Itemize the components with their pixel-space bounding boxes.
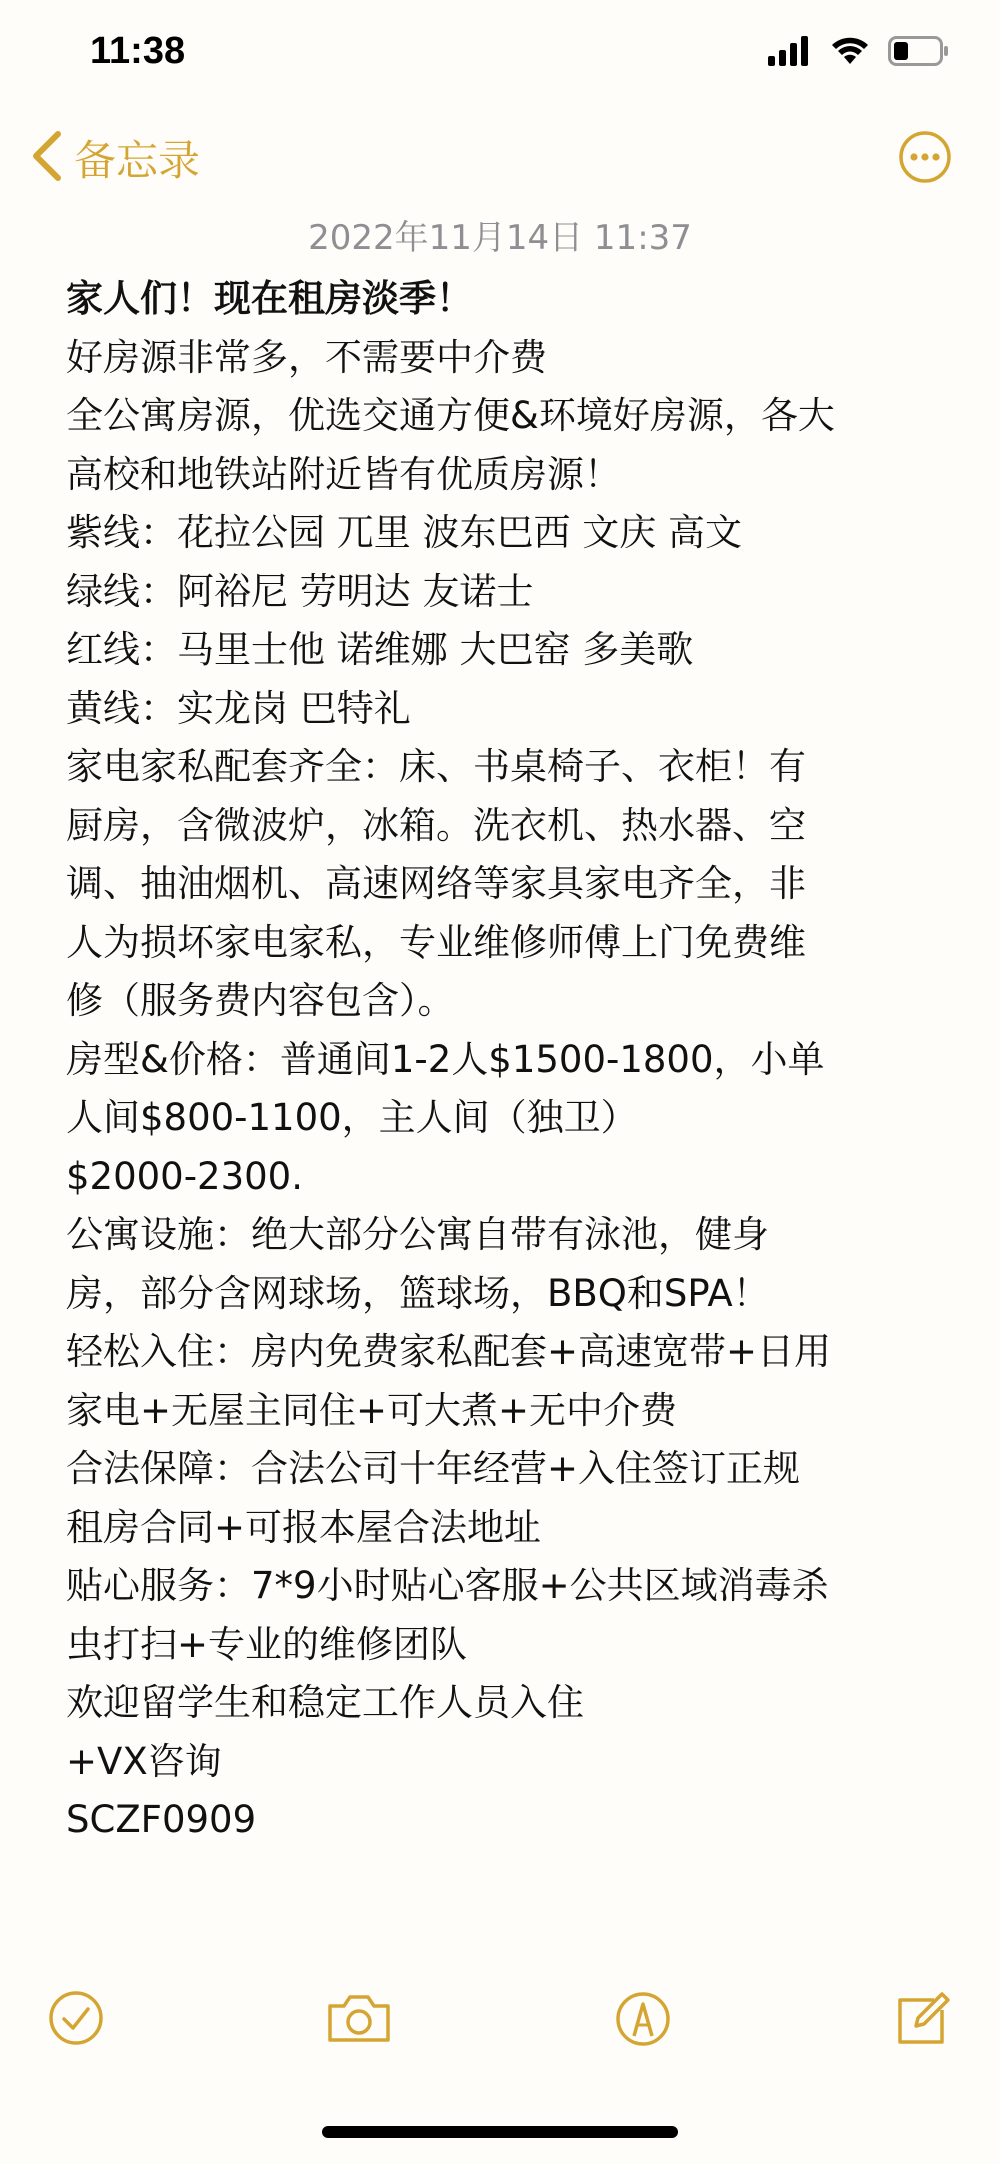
wifi-icon — [830, 36, 870, 70]
markup-button[interactable] — [614, 1990, 684, 2060]
status-time: 11:38 — [90, 30, 186, 72]
note-line: SCZF0909 — [66, 1798, 257, 1841]
note-title-line: 家人们！现在租房淡季！ — [66, 277, 473, 320]
chevron-left-icon — [28, 128, 68, 188]
note-line: 人为损坏家电家私，专业维修师傅上门免费维 — [66, 920, 806, 964]
note-line: +VX咨询 — [66, 1739, 222, 1783]
note-line: 全公寓房源，优选交通方便&环境好房源，各大 — [66, 394, 835, 437]
note-line: 黄线：实龙岗 巴特礼 — [66, 686, 411, 730]
note-line: 紫线：花拉公园 兀里 波东巴西 文庆 高文 — [66, 511, 743, 554]
note-line: 厨房，含微波炉，冰箱。洗衣机、热水器、空 — [66, 803, 806, 847]
ellipsis-circle-icon — [898, 169, 952, 188]
note-line: 家电+无屋主同住+可大煮+无中介费 — [66, 1388, 678, 1432]
bottom-toolbar — [0, 1990, 1000, 2070]
note-line: 轻松入住：房内免费家私配套+高速宽带+日用 — [66, 1330, 832, 1373]
note-line: 租房合同+可报本屋合法地址 — [66, 1505, 542, 1549]
note-line: $2000-2300. — [66, 1154, 303, 1198]
note-line: 虫打扫+专业的维修团队 — [66, 1622, 468, 1666]
status-bar — [0, 0, 1000, 110]
battery-icon — [888, 36, 950, 70]
note-line: 公寓设施：绝大部分公寓自带有泳池，健身 — [66, 1213, 769, 1256]
note-line: 红线：马里士他 诺维娜 大巴窑 多美歌 — [66, 628, 694, 671]
note-line: 欢迎留学生和稳定工作人员入住 — [66, 1681, 584, 1724]
back-button[interactable] — [28, 128, 200, 188]
note-line: 绿线：阿裕尼 劳明达 友诺士 — [66, 569, 534, 613]
camera-button[interactable] — [326, 1990, 396, 2060]
checklist-icon — [48, 2031, 104, 2050]
note-body[interactable] — [66, 270, 946, 1850]
nav-bar — [0, 120, 1000, 200]
note-line: 家电家私配套齐全：床、书桌椅子、衣柜！有 — [66, 745, 806, 788]
home-indicator[interactable] — [322, 2126, 678, 2138]
cellular-signal-icon — [768, 36, 812, 70]
status-icons — [768, 36, 950, 70]
note-line: 调、抽油烟机、高速网络等家具家电齐全，非 — [66, 862, 806, 905]
note-line: 贴心服务：7*9小时贴心客服+公共区域消毒杀 — [66, 1564, 829, 1607]
note-date: 2022年11月14日 11:37 — [308, 218, 692, 258]
note-line: 人间$800-1100，主人间（独卫） — [66, 1096, 638, 1139]
markup-pen-icon — [614, 2033, 672, 2052]
compose-button[interactable] — [894, 1990, 964, 2060]
note-line: 修（服务费内容包含）。 — [66, 979, 455, 1022]
note-line: 房，部分含网球场，篮球场，BBQ和SPA！ — [66, 1271, 770, 1315]
note-line: 好房源非常多，不需要中介费 — [66, 335, 547, 379]
note-line: 高校和地铁站附近皆有优质房源！ — [66, 452, 621, 496]
note-line: 房型&价格：普通间1-2人$1500-1800，小单 — [66, 1037, 825, 1081]
more-button[interactable] — [898, 130, 952, 184]
camera-icon — [326, 2031, 392, 2050]
compose-icon — [894, 2033, 952, 2052]
note-line: 合法保障：合法公司十年经营+入住签订正规 — [66, 1447, 801, 1490]
checklist-button[interactable] — [48, 1990, 118, 2060]
back-label: 备忘录 — [74, 136, 201, 185]
